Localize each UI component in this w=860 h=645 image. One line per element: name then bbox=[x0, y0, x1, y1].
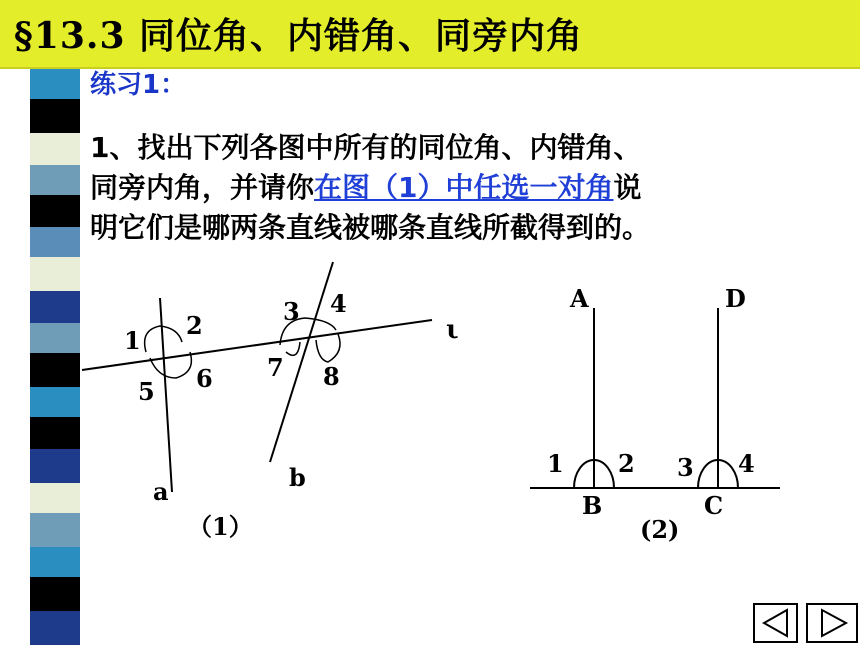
angle-label-1: 1 bbox=[547, 449, 564, 478]
angle-arc-7-8 bbox=[286, 334, 340, 362]
line-label-l: ι bbox=[446, 315, 459, 345]
figure-2-caption: (2) bbox=[640, 515, 680, 544]
angle-label-6: 6 bbox=[196, 364, 213, 393]
slide-title: §13.3 同位角、内错角、同旁内角 bbox=[14, 15, 584, 57]
angle-label-4: 4 bbox=[738, 449, 755, 478]
angle-label-4: 4 bbox=[330, 289, 347, 318]
figure-1-caption: （1） bbox=[188, 512, 253, 541]
question-line-2: 同旁内角，并请你在图（1）中任选一对角说 bbox=[90, 171, 642, 204]
point-label-A: A bbox=[570, 284, 589, 313]
next-slide-button[interactable] bbox=[806, 603, 858, 643]
angle-label-2: 2 bbox=[186, 311, 203, 340]
point-label-B: B bbox=[582, 491, 603, 520]
angle-label-1: 1 bbox=[124, 326, 141, 355]
triangle-left-icon bbox=[755, 605, 796, 641]
highlight-link[interactable]: 在图（1）中任选一对角 bbox=[314, 171, 614, 204]
triangle-right-icon bbox=[808, 605, 856, 641]
line-label-a: a bbox=[153, 477, 169, 506]
point-label-D: D bbox=[725, 284, 746, 313]
angle-label-3: 3 bbox=[677, 453, 694, 482]
angle-label-5: 5 bbox=[138, 377, 155, 406]
figure-2 bbox=[530, 284, 780, 544]
angle-label-3: 3 bbox=[283, 297, 300, 326]
prev-slide-button[interactable] bbox=[753, 603, 798, 643]
point-label-C: C bbox=[704, 491, 724, 520]
line-label-b: b bbox=[289, 463, 306, 492]
question-line-3: 明它们是哪两条直线被哪条直线所截得到的。 bbox=[90, 211, 651, 244]
figure-1 bbox=[82, 262, 459, 541]
angle-label-7: 7 bbox=[267, 353, 284, 382]
question-line-1: 1、找出下列各图中所有的同位角、内错角、 bbox=[90, 131, 642, 164]
angle-label-8: 8 bbox=[323, 362, 340, 391]
angle-label-2: 2 bbox=[618, 449, 635, 478]
practice-label: 练习1： bbox=[90, 70, 187, 100]
